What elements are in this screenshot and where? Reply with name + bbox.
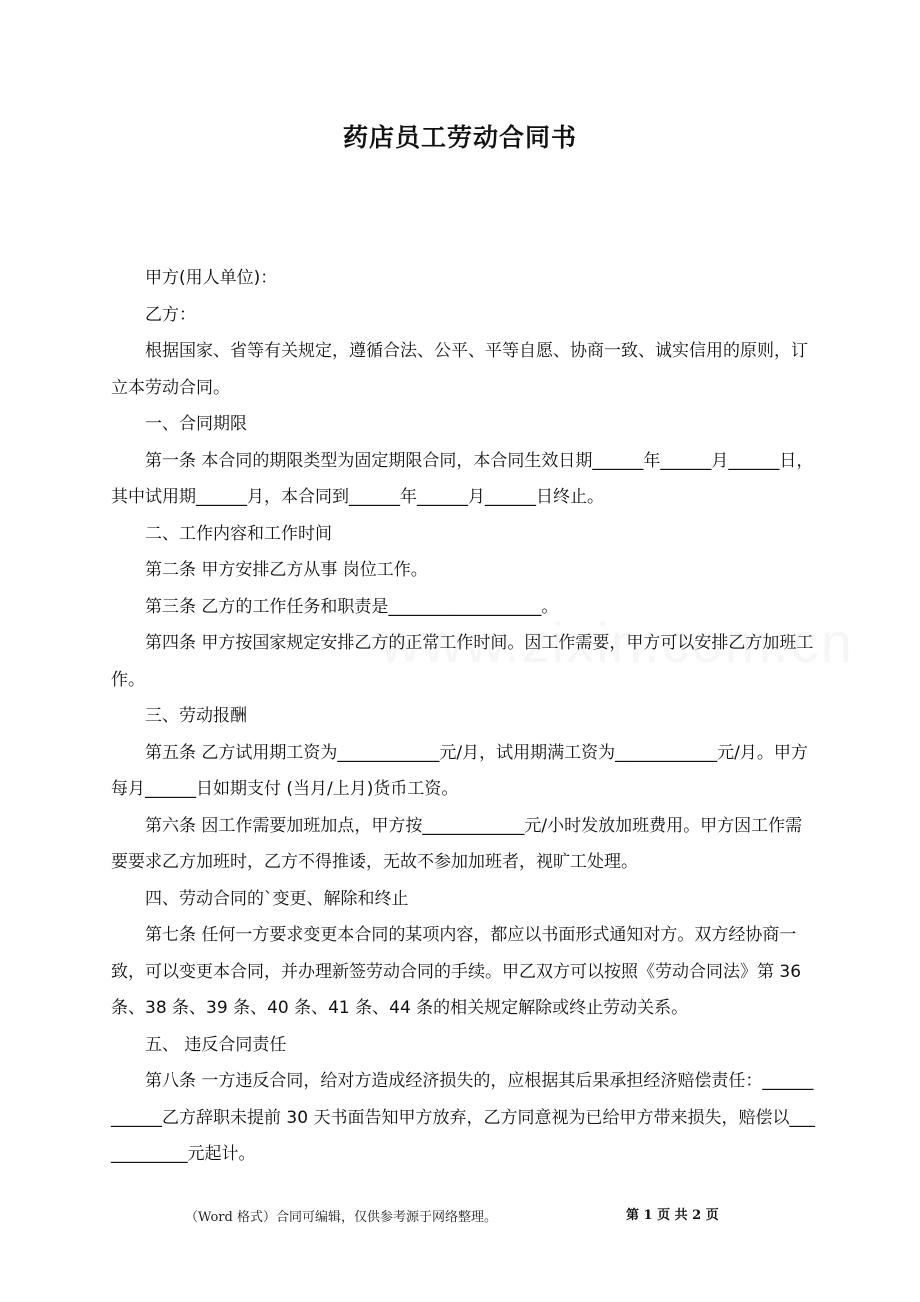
article-5-paragraph: 第五条 乙方试用期工资为____________元/月，试用期满工资为____________元/月。甲方每月______日如期支付 (当月/上月)货币工资。 (111, 742, 808, 799)
article-1-paragraph: 第一条 本合同的期限类型为固定期限合同，本合同生效日期______年______月______日，其中试用期______月，本合同到______年______月______日终止。 (111, 450, 814, 507)
article-4-paragraph: 第四条 甲方按国家规定安排乙方的正常工作时间。因工作需要，甲方可以安排乙方加班工作。 (111, 633, 814, 690)
section-heading-pay: 三、劳动报酬 (145, 706, 247, 726)
article-8-paragraph: 第八条 一方违反合同，给对方造成经济损失的，应根据其后果承担经济赔偿责任：____________乙方辞职未提前 30 天书面告知甲方放弃，乙方同意视为已给甲方带来损失，赔偿以____________元起计。 (111, 1071, 815, 1164)
article-7-paragraph: 第七条 任何一方要求变更本合同的某项内容，都应以书面形式通知对方。双方经协商一致，可以变更本合同，并办理新签劳动合同的手续。甲乙双方可以按照《劳动合同法》第 36 条、38 条、39 条、40 条、41 条、44 条的相关规定解除或终止劳动关系。 (111, 925, 807, 1018)
party-b-line: 乙方： (145, 304, 196, 325)
section-heading-term: 一、合同期限 (145, 414, 247, 434)
section-heading-breach: 五、 违反合同责任 (145, 1034, 287, 1055)
footer-note: （Word 格式）合同可编辑，仅供参考源于网络整理。 (185, 1210, 497, 1225)
contract-body (111, 260, 815, 1173)
page-number: 第 1 页 共 2 页 (626, 1208, 719, 1223)
party-a-line: 甲方(用人单位)： (145, 268, 278, 288)
document-title: 药店员工劳动合同书 (342, 123, 577, 152)
section-heading-work: 二、工作内容和工作时间 (145, 523, 332, 544)
section-heading-change: 四、劳动合同的`变更、解除和终止 (145, 888, 409, 909)
article-2-paragraph: 第二条 甲方安排乙方从事 岗位工作。 (145, 560, 428, 580)
preamble-paragraph: 根据国家、省等有关规定，遵循合法、公平、平等自愿、协商一致、诚实信用的原则，订立本劳动合同。 (111, 341, 808, 398)
article-6-paragraph: 第六条 因工作需要加班加点，甲方按____________元/小时发放加班费用。甲方因工作需要要求乙方加班时，乙方不得推诿，无故不参加加班者，视旷工处理。 (111, 815, 803, 872)
article-3-paragraph: 第三条 乙方的工作任务和职责是__________________。 (145, 596, 559, 617)
